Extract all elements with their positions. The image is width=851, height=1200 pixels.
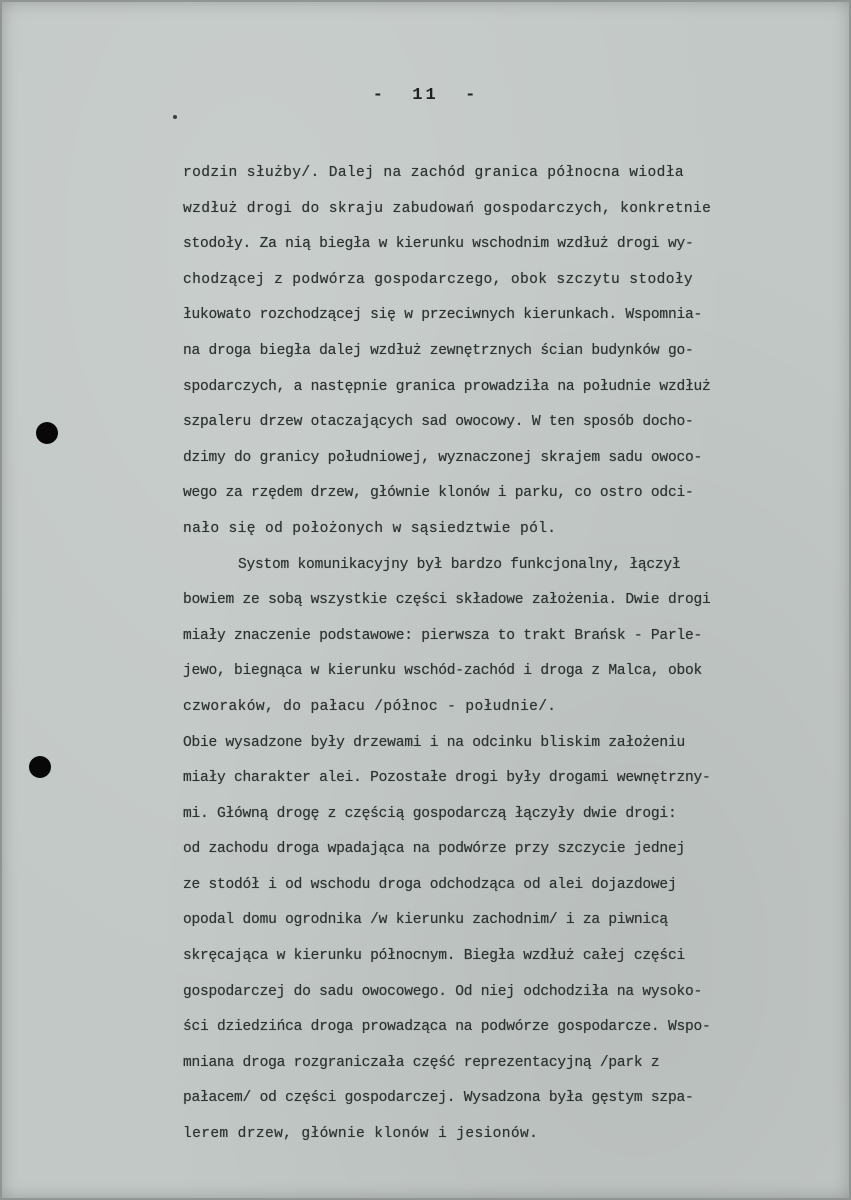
page-number: - 11 - — [372, 86, 479, 105]
punch-hole — [29, 756, 51, 778]
text-line: ze stodół i od wschodu droga odchodząca od alei dojazdowej — [183, 876, 677, 893]
text-line: jewo, biegnąca w kierunku wschód-zachód i droga z Malca, obok — [183, 663, 702, 680]
text-line: miały znaczenie podstawowe: pierwsza to trakt Brańsk - Parle- — [183, 627, 702, 644]
text-line: mi. Główną drogę z częścią gospodarczą łączyły dwie drogi: — [183, 805, 677, 822]
text-line: na droga biegła dalej wzdłuż zewnętrznych ścian budynków go- — [183, 342, 694, 359]
text-line: skręcająca w kierunku północnym. Biegła wzdłuż całej części — [183, 948, 685, 965]
text-line: wzdłuż drogi do skraju zabudowań gospodarczych, konkretnie — [183, 200, 712, 217]
text-line: pałacem/ od części gospodarczej. Wysadzona była gęstym szpa- — [183, 1090, 694, 1107]
text-line: Obie wysadzone były drzewami i na odcinku bliskim założeniu — [183, 734, 685, 751]
text-line: nało się od położonych w sąsiedztwie pól. — [183, 520, 557, 537]
text-line: mniana droga rozgraniczała część reprezentacyjną /park z — [183, 1054, 660, 1071]
text-line: rodzin służby/. Dalej na zachód granica północna wiodła — [183, 165, 684, 181]
text-line: lerem drzew, głównie klonów i jesionów. — [183, 1126, 539, 1143]
text-line: gospodarczej do sadu owocowego. Od niej odchodziła na wysoko- — [183, 983, 702, 1000]
text-line: stodoły. Za nią biegła w kierunku wschodnim wzdłuż drogi wy- — [183, 236, 694, 253]
text-line: łukowato rozchodzącej się w przeciwnych kierunkach. Wspomnia- — [183, 307, 702, 324]
body-text — [183, 156, 833, 1153]
text-line: wego za rzędem drzew, głównie klonów i parku, co ostro odci- — [183, 485, 694, 502]
text-line: ści dziedzińca droga prowadząca na podwórze gospodarcze. Wspo- — [183, 1019, 711, 1036]
ink-speck — [173, 115, 177, 119]
punch-hole — [36, 422, 58, 444]
text-line: szpaleru drzew otaczających sad owocowy. W ten sposób docho- — [183, 414, 694, 431]
text-line: od zachodu droga wpadająca na podwórze przy szczycie jednej — [183, 841, 685, 858]
text-line: Systom komunikacyjny był bardzo funkcjonalny, łączył — [238, 556, 681, 573]
text-line: czworaków, do pałacu /północ - południe/. — [183, 698, 557, 715]
text-line: spodarczych, a następnie granica prowadziła na południe wzdłuż — [183, 378, 711, 395]
text-line: bowiem ze sobą wszystkie części składowe założenia. Dwie drogi — [183, 592, 711, 609]
text-line: dzimy do granicy południowej, wyznaczonej skrajem sadu owoco- — [183, 449, 702, 466]
text-line: miały charakter alei. Pozostałe drogi były drogami wewnętrzny- — [183, 770, 711, 787]
text-line: opodal domu ogrodnika /w kierunku zachodnim/ i za piwnicą — [183, 912, 668, 929]
text-line: chodzącej z podwórza gospodarczego, obok szczytu stodoły — [183, 271, 694, 288]
